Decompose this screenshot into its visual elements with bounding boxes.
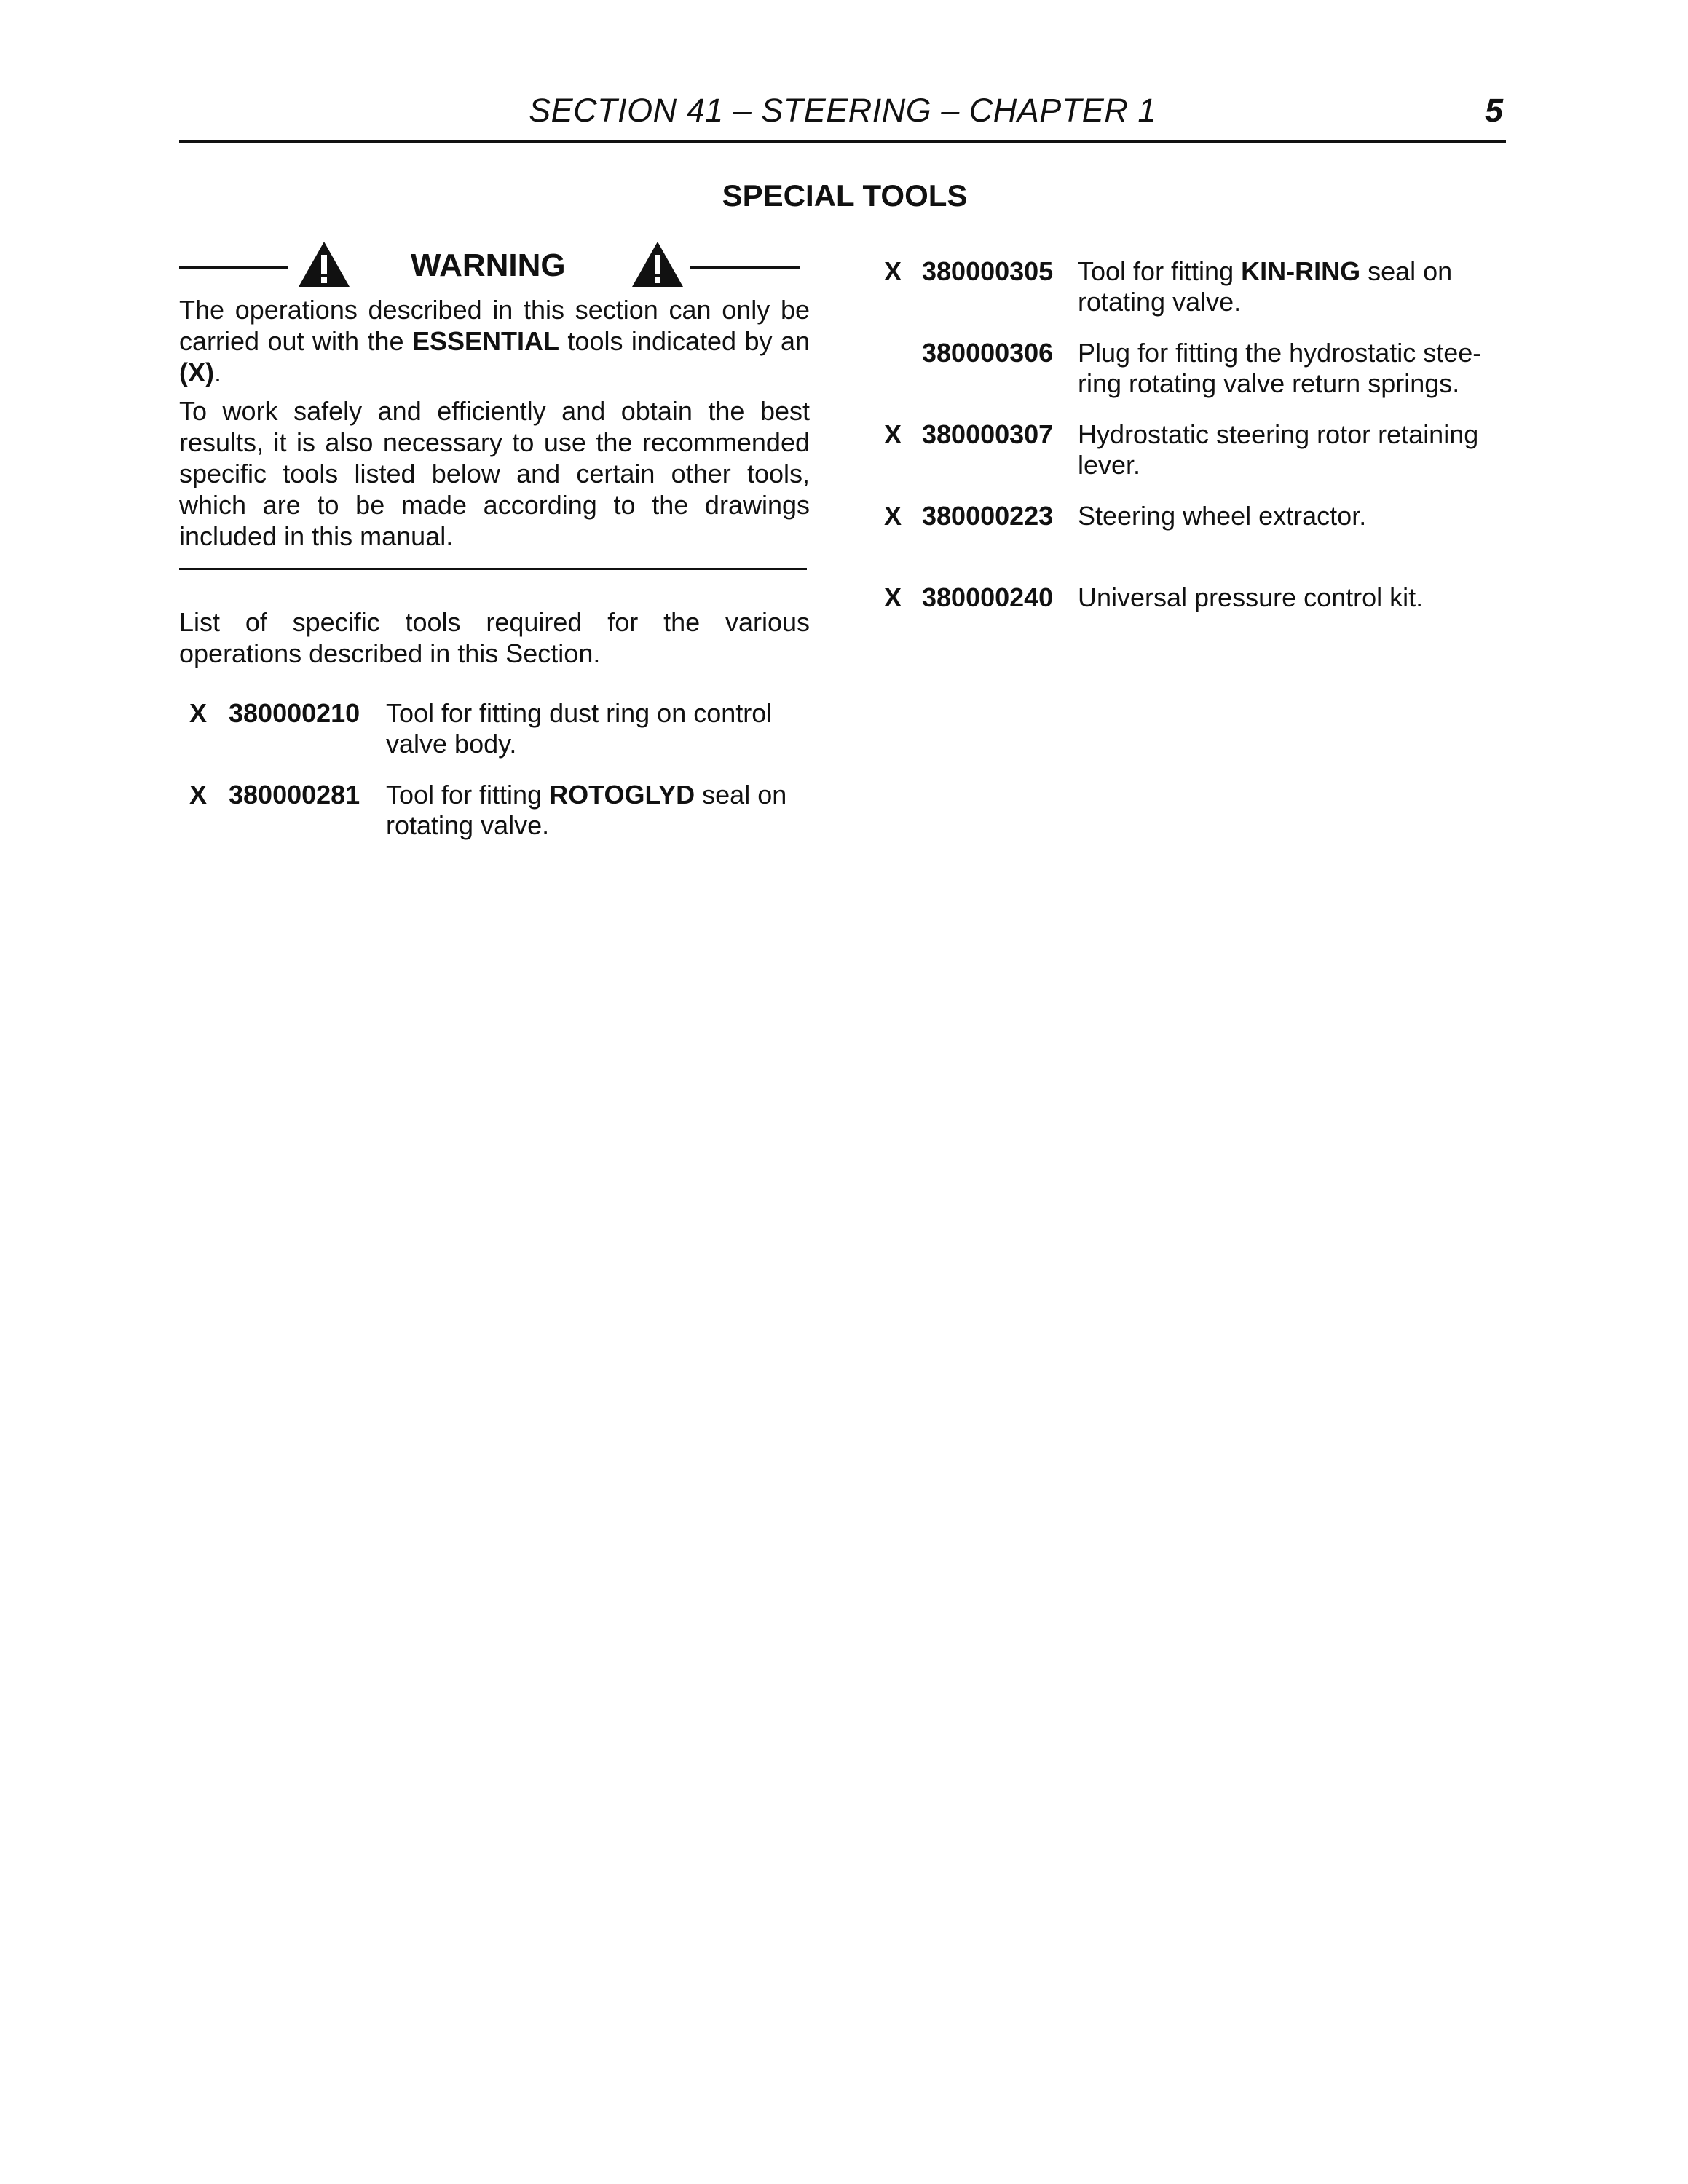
tool-entry: [179, 698, 810, 761]
tool-entry: [884, 501, 1515, 563]
tool-list-right: [884, 256, 1515, 645]
tool-code: 380000223: [922, 501, 1054, 531]
tool-entry: [884, 338, 1515, 400]
text-run: Universal pressure control kit.: [1078, 582, 1424, 612]
tool-description: [1078, 582, 1515, 613]
essential-mark: X: [189, 698, 208, 728]
bold-text: ESSENTIAL: [411, 326, 559, 356]
warning-paragraph-safety: To work safely and efficiently and obtain the best results, it is also necessary to use the recommended specific tools listed below and certain other tools, which are to be made according to the drawings included in this manual.: [179, 396, 810, 551]
text-run: Tool for fitting: [386, 780, 550, 810]
tool-code: 380000240: [922, 582, 1054, 612]
bold-text: ROTOGLYD: [549, 780, 695, 810]
essential-mark: X: [189, 780, 208, 810]
tool-list-intro: List of specific tools required for the various operations described in this Section.: [179, 607, 810, 668]
tool-description: [386, 780, 810, 841]
tool-code: 380000306: [922, 338, 1054, 368]
warning-banner: [179, 240, 810, 291]
text-run: seal on rotating valve.: [386, 780, 787, 840]
page-number: 5: [1484, 92, 1503, 129]
essential-mark: X: [884, 501, 902, 531]
essential-mark: X: [884, 256, 902, 286]
tool-description: [1078, 338, 1515, 399]
section-title: SPECIAL TOOLS: [722, 178, 968, 213]
page-header: [179, 89, 1506, 143]
text-run: .: [214, 357, 222, 387]
text-run: seal on rotating valve.: [1078, 256, 1453, 317]
warning-label: WARNING: [411, 248, 566, 283]
tool-description: [1078, 256, 1515, 317]
warning-paragraph-essential: [179, 294, 810, 388]
essential-mark: X: [884, 582, 902, 612]
warning-triangle-icon: [297, 240, 351, 288]
essential-mark: X: [884, 419, 902, 449]
warning-end-rule: [179, 568, 807, 570]
tool-code: 380000305: [922, 256, 1054, 286]
text-run: The operations described in this section can only be carried out with the: [179, 295, 810, 356]
text-run: Steering wheel extractor.: [1078, 501, 1367, 531]
text-run: Hydrostatic steering rotor retaining lever.: [1078, 419, 1479, 480]
text-run: Tool for fitting dust ring on control valve body.: [386, 698, 773, 759]
text-run: tools indicated by an: [559, 326, 810, 356]
warning-rule-left: [179, 266, 288, 269]
warning-rule-right: [690, 266, 800, 269]
warning-triangle-icon: [631, 240, 685, 288]
tool-code: 380000210: [229, 698, 360, 728]
tool-code: 380000307: [922, 419, 1054, 449]
left-column: [179, 240, 810, 861]
tool-entry: [884, 419, 1515, 482]
tool-description: [1078, 501, 1515, 531]
tool-description: [1078, 419, 1515, 480]
tool-list-left: [179, 698, 810, 842]
bold-text: (X): [179, 357, 214, 387]
tool-entry: [884, 256, 1515, 319]
text-run: Tool for fitting: [1078, 256, 1242, 286]
bold-text: KIN-RING: [1241, 256, 1361, 286]
tool-description: [386, 698, 810, 759]
right-column: [884, 256, 1515, 664]
tool-entry: [884, 582, 1515, 645]
running-header-title: SECTION 41 – STEERING – CHAPTER 1: [529, 92, 1156, 129]
text-run: Plug for fitting the hydrostatic stee-ring rotating valve return springs.: [1078, 338, 1482, 398]
tool-code: 380000281: [229, 780, 360, 810]
tool-entry: [179, 780, 810, 842]
